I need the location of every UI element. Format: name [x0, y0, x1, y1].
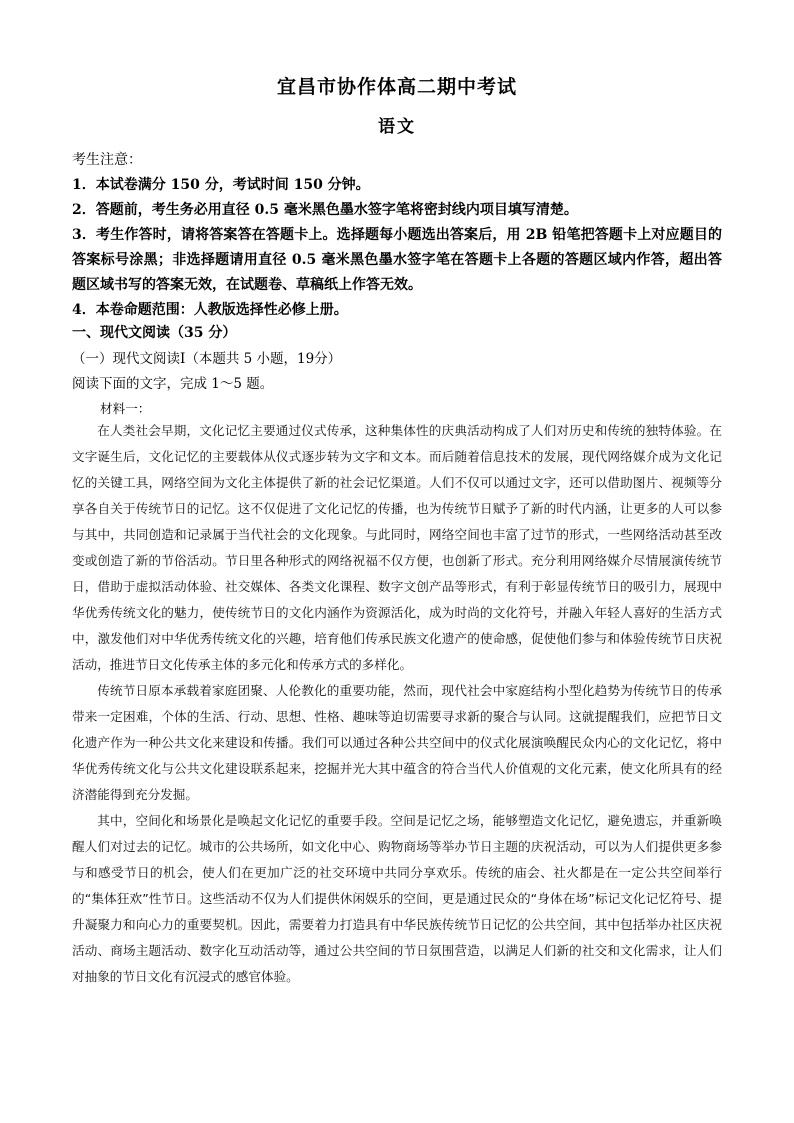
notice-heading: 考生注意： — [72, 152, 142, 168]
subsection-title: （一）现代文阅读Ⅰ（本题共 5 小题，19分） — [72, 351, 342, 367]
material-label: 材料一： — [100, 401, 151, 416]
reading-instruction: 阅读下面的文字，完成 1～5 题。 — [72, 376, 274, 392]
material-paragraph: 其中，空间化和场景化是唤起文化记忆的重要手段。空间是记忆之场，能够塑造文化记忆，避免遗忘，并重新唤醒人们对过去的记忆。城市的公共场所，如文化中心、购物商场等举办节日主题的庆祝活动，可以为人们提供更多参与和感受节日的机会，使人们在更加广泛的社交环境中共同分享欢乐。传统的庙会、社火都是在一定公共空间举行的“集体狂欢”性节日。这些活动不仅为人们提供休闲娱乐的空间，更是通过民众的“身体在场”标记文化记忆符号、提升凝聚力和向心力的重要契机。因此，需要着力打造具有中华民族传统节日记忆的公共空间，其中包括举办社区庆祝活动、商场主题活动、数字化互动活动等，通过公共空间的节日氛围营造，以满足人们新的社交和文化需求，让人们对抽象的节日文化有沉浸式的感官体验。 — [72, 813, 722, 984]
notice-item: 3．考生作答时，请将答案答在答题卡上。选择题每小题选出答案后，用 2B 铅笔把答题卡上对应题目的答案标号涂黑；非选择题请用直径 0.5 毫米黑色墨水签字笔在答题卡上各题的答题区域内作答，超出答题区域书写的答案无效，在试题卷、草稿纸上作答无效。 — [72, 227, 722, 293]
material-body — [72, 418, 722, 990]
section-title: 一、现代文阅读（35 分） — [72, 325, 237, 341]
notice-item: 4．本卷命题范围：人教版选择性必修上册。 — [72, 302, 348, 318]
material-paragraph: 在人类社会早期，文化记忆主要通过仪式传承，这种集体性的庆典活动构成了人们对历史和传统的独特体验。在文字诞生后，文化记忆的主要载体从仪式逐步转为文字和文本。而后随着信息技术的发展，现代网络媒介成为文化记忆的关键工具，网络空间为文化主体提供了新的社会记忆渠道。人们不仅可以通过文字，还可以借助图片、视频等分享各自关于传统节日的记忆。这不仅促进了文化记忆的传播，也为传统节日赋予了新的时代内涵，让更多的人可以参与其中，共同创造和记录属于当代社会的文化现象。与此同时，网络空间也丰富了过节的形式，一些网络活动甚至改变或创造了新的节俗活动。节日里各种形式的网络祝福不仅方便，也创新了形式。充分利用网络媒介尽情展演传统节日，借助于虚拟活动体验、社交媒体、各类文化课程、数字文创产品等形式，有利于彰显传统节日的吸引力，展现中华优秀传统文化的魅力，使传统节日的文化内涵作为资源活化，成为时尚的文化符号，并融入年轻人喜好的生活方式中，激发他们对中华优秀传统文化的兴趣，培育他们传承民族文化遗产的使命感，促使他们参与和体验传统节日庆祝活动，推进节日文化传承主体的多元化和传承方式的多样化。 — [72, 423, 722, 672]
material-paragraph: 传统节日原本承载着家庭团聚、人伦教化的重要功能，然而，现代社会中家庭结构小型化趋势为传统节日的传承带来一定困难，个体的生活、行动、思想、性格、趣味等迫切需要寻求新的聚合与认同。这就提醒我们，应把节日文化遗产作为一种公共文化来建设和传播。我们可以通过各种公共空间中的仪式化展演唤醒民众内心的文化记忆，将中华优秀传统文化与公共文化建设联系起来，挖掘并光大其中蕴含的符合当代人价值观的文化元素，使文化所具有的经济潜能得到充分发掘。 — [72, 683, 722, 802]
page-title: 宜昌市协作体高二期中考试 — [276, 76, 517, 98]
subject-title: 语文 — [378, 117, 416, 137]
notice-item: 1．本试卷满分 150 分，考试时间 150 分钟。 — [72, 177, 370, 193]
exam-notice — [72, 148, 722, 323]
notice-item: 2．答题前，考生务必用直径 0.5 毫米黑色墨水签字笔将密封线内项目填写清楚。 — [72, 202, 578, 218]
